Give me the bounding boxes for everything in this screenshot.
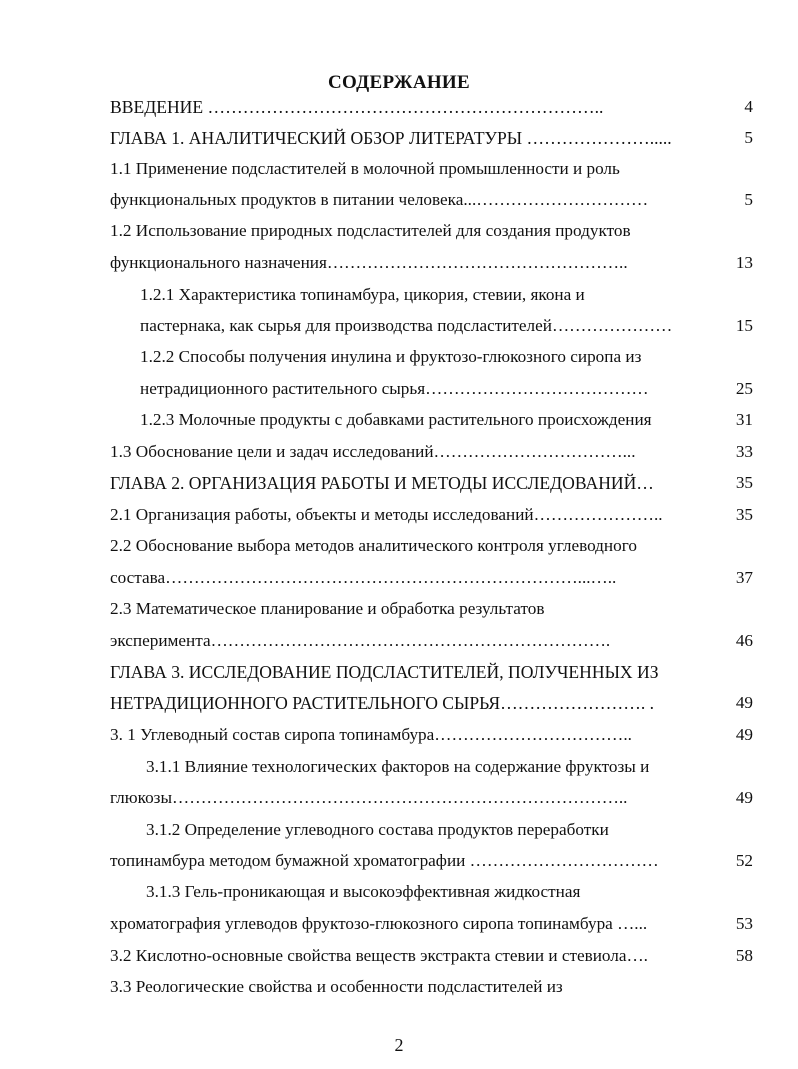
toc-page-number: 4	[744, 97, 753, 116]
toc-page-number: 49	[735, 693, 753, 712]
toc-page-number: 49	[735, 725, 753, 744]
toc-page-number: 46	[735, 631, 753, 650]
toc-entry-3-1-2: 3.1.2 Определение углеводного состава продуктов переработки	[146, 820, 609, 839]
toc-page-number: 49	[735, 788, 753, 807]
toc-entry-1-2-cont: функционального назначения……………………………………………..	[110, 253, 628, 272]
toc-entry-3-1-1-cont: глюкозы……………………………………………………………………..	[110, 788, 628, 807]
toc-entry-3-1-1: 3.1.1 Влияние технологических факторов на содержание фруктозы и	[146, 757, 650, 776]
toc-entry-2-1: 2.1 Организация работы, объекты и методы исследований…………………..	[110, 505, 663, 524]
toc-entry-3-1-3: 3.1.3 Гель-проникающая и высокоэффективная жидкостная	[146, 882, 581, 901]
toc-entry-1-3: 1.3 Обоснование цели и задач исследований……………………………...	[110, 442, 636, 461]
toc-page-number: 53	[735, 914, 753, 933]
toc-page-number: 31	[735, 410, 753, 429]
toc-entry-chapter-3-cont: НЕТРАДИЦИОННОГО РАСТИТЕЛЬНОГО СЫРЬЯ……………………. .	[110, 693, 655, 713]
toc-entry-1-2-2-cont: нетрадиционного растительного сырья…………………………………	[140, 379, 649, 398]
toc-entry-1-1-cont: функциональных продуктов в питании человека...…………………………	[110, 190, 649, 209]
toc-entry-chapter-2: ГЛАВА 2. ОРГАНИЗАЦИЯ РАБОТЫ И МЕТОДЫ ИССЛЕДОВАНИЙ…	[110, 473, 654, 493]
toc-entry-2-3-cont: эксперимента…………………………………………………………….	[110, 631, 611, 650]
toc-entry-2-2: 2.2 Обоснование выбора методов аналитического контроля углеводного	[110, 536, 637, 555]
toc-entry-1-2-3: 1.2.3 Молочные продукты с добавками растительного происхождения	[140, 410, 652, 429]
toc-page-number: 5	[744, 190, 753, 209]
toc-entry-1-1: 1.1 Применение подсластителей в молочной промышленности и роль	[110, 159, 620, 178]
toc-entry-chapter-1: ГЛАВА 1. АНАЛИТИЧЕСКИЙ ОБЗОР ЛИТЕРАТУРЫ ………………….....	[110, 128, 672, 148]
toc-page-number: 15	[735, 316, 753, 335]
toc-entry-3-1-3-cont: хроматография углеводов фруктозо-глюкозного сиропа топинамбура …...	[110, 914, 648, 933]
toc-entry-3-2: 3.2 Кислотно-основные свойства веществ экстракта стевии и стевиола….	[110, 946, 648, 965]
toc-page-number: 13	[735, 253, 753, 272]
toc-entry-3-1-2-cont: топинамбура методом бумажной хроматографии ……………………………	[110, 851, 659, 870]
page-title: СОДЕРЖАНИЕ	[328, 72, 470, 93]
toc-page-number: 33	[735, 442, 753, 461]
toc-entry-1-2-2: 1.2.2 Способы получения инулина и фруктозо-глюкозного сиропа из	[140, 347, 642, 366]
toc-page-number: 35	[735, 473, 753, 492]
toc-entry-1-2-1-cont: пастернака, как сырья для производства подсластителей…………………	[140, 316, 673, 335]
toc-entry-3-3: 3.3 Реологические свойства и особенности подсластителей из	[110, 977, 563, 996]
toc-entry-chapter-3: ГЛАВА 3. ИССЛЕДОВАНИЕ ПОДСЛАСТИТЕЛЕЙ, ПОЛУЧЕННЫХ ИЗ	[110, 662, 659, 682]
toc-page-number: 37	[735, 568, 753, 587]
toc-entry-introduction: ВВЕДЕНИЕ …………………………………………………………..	[110, 97, 604, 117]
toc-page-number: 58	[735, 946, 753, 965]
toc-page-number: 5	[744, 128, 753, 147]
toc-entry-1-2-1: 1.2.1 Характеристика топинамбура, цикория, стевии, якона и	[140, 285, 585, 304]
toc-entry-3-1: 3. 1 Углеводный состав сиропа топинамбура……………………………..	[110, 725, 632, 744]
toc-entry-2-3: 2.3 Математическое планирование и обработка результатов	[110, 599, 545, 618]
toc-entry-1-2: 1.2 Использование природных подсластителей для создания продуктов	[110, 221, 631, 240]
toc-entry-2-2-cont: состава………………………………………………………………...…..	[110, 568, 617, 587]
page-number: 2	[394, 1035, 404, 1055]
toc-page-number: 25	[735, 379, 753, 398]
toc-page-number: 52	[735, 851, 753, 870]
toc-page-number: 35	[735, 505, 753, 524]
